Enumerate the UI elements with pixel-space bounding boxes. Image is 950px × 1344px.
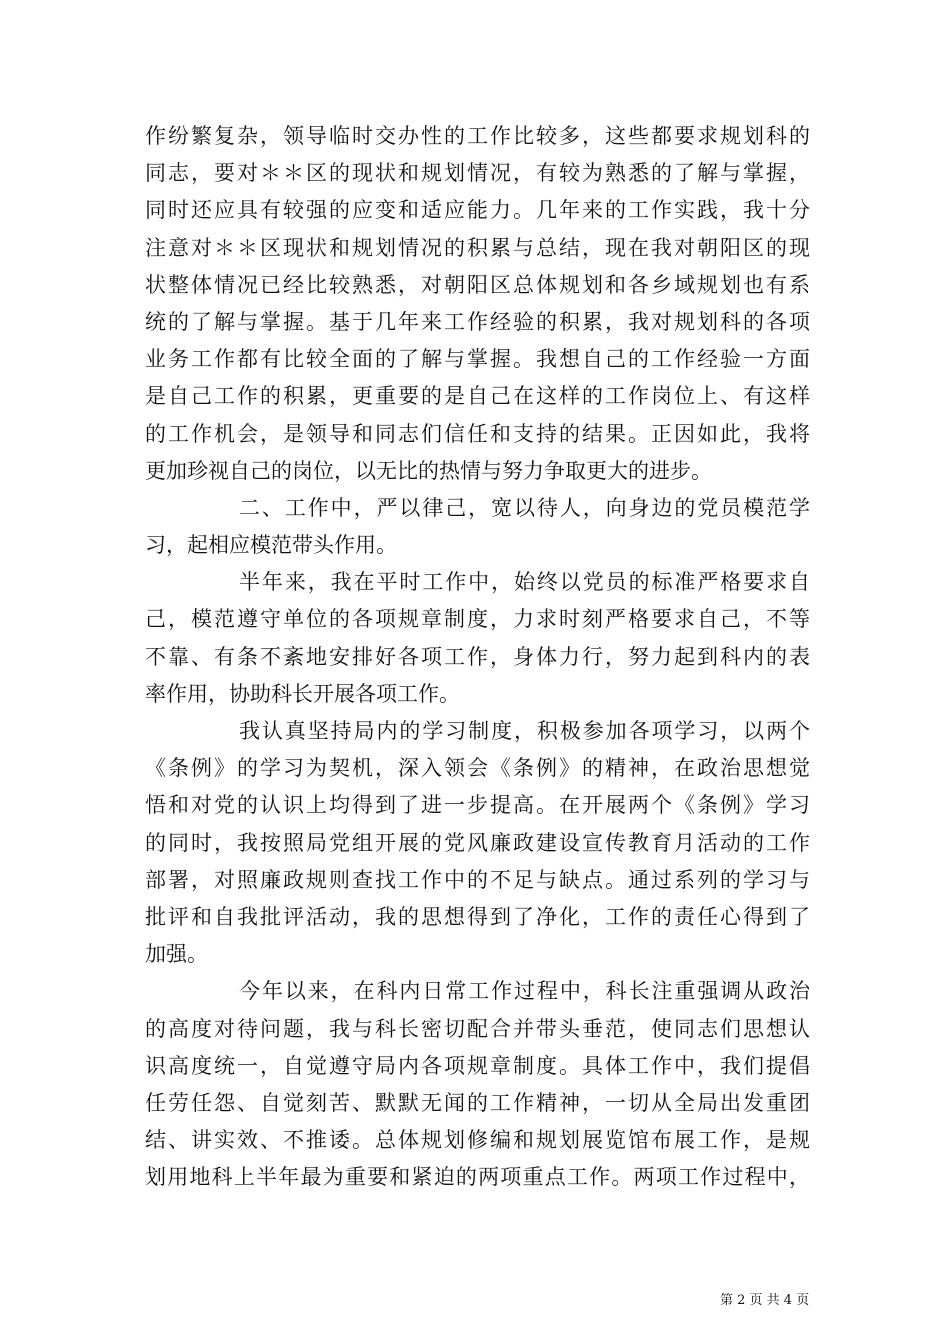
text-line: 批评和自我批评活动，我的思想得到了净化，工作的责任心得到了	[145, 904, 810, 929]
text-line: 悟和对党的认识上均得到了进一步提高。在开展两个《条例》学习	[145, 793, 810, 818]
text-line: 划用地科上半年最为重要和紧迫的两项重点工作。两项工作过程中，	[145, 1165, 810, 1190]
text-line: 己，模范遵守单位的各项规章制度，力求时刻严格要求自己，不等	[145, 607, 810, 632]
text-line: 状整体情况已经比较熟悉，对朝阳区总体规划和各乡域规划也有系	[145, 272, 810, 297]
text-line: 是自己工作的积累，更重要的是自己在这样的工作岗位上、有这样	[145, 384, 810, 409]
text-line: 的工作机会，是领导和同志们信任和支持的结果。正因如此，我将	[145, 421, 810, 446]
text-line: 习，起相应模范带头作用。	[145, 533, 397, 558]
text-line: 今年以来，在科内日常工作过程中，科长注重强调从政治	[239, 979, 810, 1004]
page-number: 第 2 页 共 4 页	[720, 1293, 810, 1308]
text-line: 统的了解与掌握。基于几年来工作经验的积累，我对规划科的各项	[145, 309, 810, 334]
text-line: 业务工作都有比较全面的了解与掌握。我想自己的工作经验一方面	[145, 347, 810, 372]
text-line: 的同时，我按照局党组开展的党风廉政建设宣传教育月活动的工作	[145, 830, 810, 855]
text-line: 同时还应具有较强的应变和适应能力。几年来的工作实践，我十分	[145, 198, 810, 223]
text-line: 的高度对待问题，我与科长密切配合并带头垂范，使同志们思想认	[145, 1016, 810, 1041]
text-line: 半年来，我在平时工作中，始终以党员的标准严格要求自	[239, 570, 810, 595]
text-line: 二、工作中，严以律己，宽以待人，向身边的党员模范学	[239, 495, 810, 520]
text-line: 任劳任怨、自觉刻苦、默默无闻的工作精神，一切从全局出发重团	[145, 1090, 810, 1115]
text-line: 识高度统一，自觉遵守局内各项规章制度。具体工作中，我们提倡	[145, 1053, 810, 1078]
text-line: 更加珍视自己的岗位，以无比的热情与努力争取更大的进步。	[145, 458, 712, 483]
text-line: 《条例》的学习为契机，深入领会《条例》的精神，在政治思想觉	[145, 756, 810, 781]
text-line: 同志，要对＊＊区的现状和规划情况，有较为熟悉的了解与掌握，	[145, 161, 810, 186]
text-line: 部署，对照廉政规则查找工作中的不足与缺点。通过系列的学习与	[145, 867, 810, 892]
text-line: 作纷繁复杂，领导临时交办性的工作比较多，这些都要求规划科的	[145, 124, 810, 148]
text-line: 我认真坚持局内的学习制度，积极参加各项学习，以两个	[239, 719, 810, 743]
text-line: 不靠、有条不紊地安排好各项工作，身体力行，努力起到科内的表	[145, 644, 810, 669]
text-line: 加强。	[145, 942, 208, 967]
text-line: 注意对＊＊区现状和规划情况的积累与总结，现在我对朝阳区的现	[145, 235, 810, 260]
text-line: 结、讲实效、不推诿。总体规划修编和规划展览馆布展工作，是规	[145, 1128, 810, 1153]
text-line: 率作用，协助科长开展各项工作。	[145, 681, 460, 706]
document-body	[145, 118, 810, 1196]
